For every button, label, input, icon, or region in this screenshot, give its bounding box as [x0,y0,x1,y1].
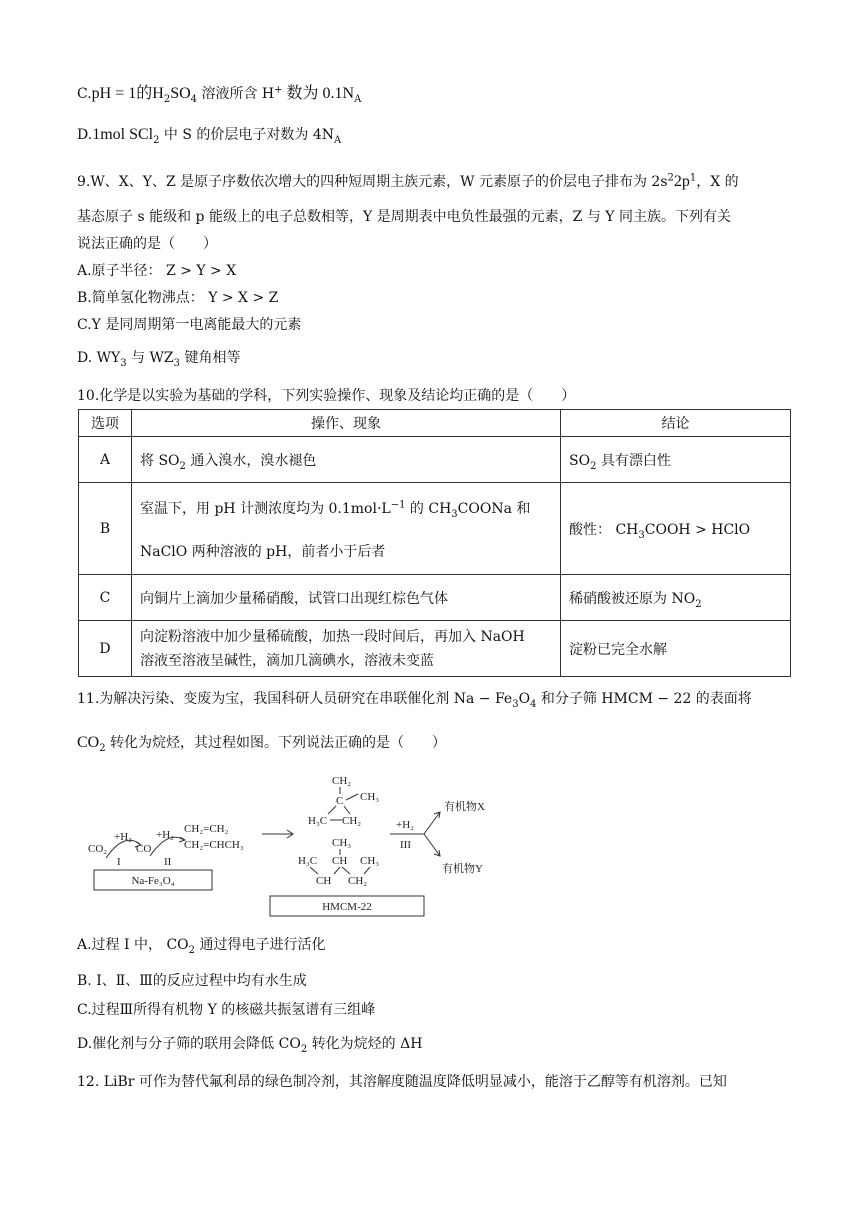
op-text: 的 CH [405,500,452,517]
option-text: 键角相等 [180,350,241,366]
option-text: 转化为烷烃的 ΔH [307,1036,423,1052]
option-prefix: C. [77,86,92,102]
concl-text: SO [569,452,591,469]
subscript: A [334,134,342,146]
stem-text: 转化为烷烃，其过程如图。下列说法正确的是（ ） [105,735,447,751]
q11-option-d [77,1033,422,1053]
co-label: CO [136,843,152,855]
bond [328,806,336,814]
alkene2-label: CH₂=CHCH₃ [184,839,244,851]
row-operation [132,437,561,483]
table-header-row [79,410,791,437]
subscript: 2 [99,742,106,754]
formula-part: 2p [673,173,690,190]
row-key: A [79,437,132,483]
subscript: 2 [163,93,171,105]
bond [334,867,340,874]
q10-table [78,409,791,677]
table-row [79,575,791,621]
stem-text: 11.为解决污染、变废为宝，我国科研人员研究在串联催化剂 Na − Fe [77,691,513,707]
option-text: 通过得电子进行活化 [195,937,326,953]
bond [310,867,318,874]
superscript: + [274,84,283,96]
q9-option-d [77,347,241,367]
op-line [140,486,552,532]
superscript: 2 [667,172,674,184]
subscript: 2 [695,598,702,610]
op-line: 溶液至溶液呈碱性，滴加几滴碘水，溶液未变蓝 [140,652,434,669]
q11-option-c: C.过程Ⅲ所得有机物 Y 的核磁共振氢谱有三组峰 [77,1002,376,1018]
subscript: 3 [512,698,519,710]
bond [344,806,350,814]
alkene1-label: CH₂=CH₂ [184,823,229,835]
q11-stem-line1 [77,688,752,708]
subscript: A [354,93,362,105]
option-text: D.催化剂与分子筛的联用会降低 CO [77,1036,301,1052]
option-text: A.过程 I 中， CO [77,937,189,953]
h2-label-2: +H₂ [156,829,174,841]
op-text: 将 SO [140,452,180,469]
q9-stem-line2: 基态原子 s 能级和 p 能级上的电子总数相等，Y 是周期表中电负性最强的元素，Z 与 Y 同主族。下列有关 [77,209,731,225]
mol-top-h3c: H₃C [308,815,328,827]
product-y-label: 有机物Y [442,863,483,875]
q9-option-a: A.原子半径： Z > Y > X [77,263,237,279]
formula-part: SO [170,85,191,102]
q12-stem: 12. LiBr 可作为替代氟利昂的绿色制冷剂，其溶解度随温度降低明显减小，能溶于乙醇等有机溶剂。已知 [77,1074,727,1090]
row-key: B [79,483,132,575]
stem-text: 9.W、X、Y、Z 是原子序数依次增大的四种短周期主族元素，W 元素原子的价层电子排布为 2s [77,174,668,190]
row-operation [132,621,561,677]
subscript: 3 [120,357,127,369]
option-text: 溶液所含 H [197,86,275,102]
co2-label: CO₂ [88,843,108,855]
mol-bot-ch2: CH₂ [348,875,368,887]
subscript: 3 [638,529,645,541]
q11-option-b: B. Ⅰ、Ⅱ、Ⅲ的反应过程中均有水生成 [77,973,307,989]
bond [346,794,358,800]
option-prefix: D. [77,127,93,143]
superscript: 1 [689,172,697,184]
concl-text: 具有漂白性 [596,452,671,469]
q11-stem-line2 [77,732,446,752]
mol-bot-ch3b: CH₃ [360,855,380,867]
arrow-to-y [424,834,440,856]
mol-bot-ch: CH [332,855,348,867]
row-conclusion [561,483,791,575]
op-text: COONa 和 [457,500,531,517]
product-x-label: 有机物X [444,801,485,813]
table-row [79,483,791,575]
concl-text: 稀硝酸被还原为 NO [569,590,696,607]
row-key: D [79,621,132,677]
row-conclusion [561,575,791,621]
op-text: 室温下，用 pH 计测浓度均为 0.1mol·L [140,500,391,517]
table-row [79,437,791,483]
reaction-diagram-svg [84,770,504,920]
step1-label: I [117,856,121,868]
bond [364,867,370,874]
mol-bot-h3c: H₃C [298,855,318,867]
row-operation: 向铜片上滴加少量稀硝酸，试管口出现红棕色气体 [132,575,561,621]
header-operation: 操作、现象 [132,410,561,437]
option-text: 数为 0.1N [282,85,355,102]
op-text: 通入溴水，溴水褪色 [185,452,317,469]
bond [342,867,350,874]
step2-label: II [164,856,172,868]
subscript: 2 [590,460,597,472]
h2-label-1: +H₂ [114,831,132,843]
q9-stem-line3: 说法正确的是（ ） [77,236,217,252]
ph-text: pH = 1的 [91,85,153,102]
header-option: 选项 [79,410,132,437]
row-key: C [79,575,132,621]
subscript: 2 [188,944,196,956]
q10-stem: 10.化学是以实验为基础的学科，下列实验操作、现象及结论均正确的是（ ） [77,388,576,404]
option-text: D. WY [77,350,121,366]
op-line: 向淀粉溶液中加少量稀硫酸，加热一段时间后，再加入 NaOH [140,628,525,645]
catalyst2-label: HMCM-22 [322,901,372,913]
concl-text: COOH > HClO [644,521,751,538]
subscript: 3 [451,508,458,520]
q8-option-d [77,124,341,144]
formula-part: H [152,85,164,102]
arrow-to-x [424,812,440,834]
row-operation [132,483,561,575]
mol-top-ch2b: CH₂ [342,815,362,827]
q8-option-c [77,80,361,103]
formula-part: CO [77,734,100,751]
stem-text: ，X 的 [696,174,739,190]
stem-text: 和分子筛 HMCM − 22 的表面将 [536,691,752,707]
subscript: 3 [173,357,181,369]
header-conclusion: 结论 [561,410,791,437]
mol-top-ch2: CH₂ [332,775,352,787]
table-row [79,621,791,677]
op-line: NaClO 两种溶液的 pH，前者小于后者 [140,543,386,560]
superscript: −1 [390,498,406,510]
subscript: 2 [153,134,160,146]
q9-option-c: C.Y 是同周期第一电离能最大的元素 [77,317,302,333]
reaction-diagram [84,770,504,920]
row-conclusion [561,437,791,483]
q9-option-b: B.简单氢化物沸点： Y > X > Z [77,290,279,306]
h2-label-3: +H₂ [396,819,414,831]
option-text: 中 S 的价层电子对数为 4N [159,127,335,143]
subscript: 4 [530,698,537,710]
subscript: 2 [300,1043,308,1055]
mol-bot-ch-b: CH [316,875,332,887]
q11-option-a [77,934,325,954]
formula-part: 1mol SCl [92,126,154,143]
subscript: 2 [179,460,186,472]
step3-label: III [400,839,411,851]
row-conclusion: 淀粉已完全水解 [561,621,791,677]
mol-bot-ch3: CH₃ [332,837,352,849]
option-text: 与 WZ [126,350,174,366]
subscript: 4 [190,93,198,105]
mol-top-ch3: CH₃ [360,791,380,803]
mol-top-c: C [336,795,344,807]
concl-text: 酸性： CH [569,521,639,538]
q9-stem-line1 [77,171,739,191]
stem-text: O [518,691,531,707]
catalyst1-label: Na-Fe₃O₄ [131,875,175,887]
